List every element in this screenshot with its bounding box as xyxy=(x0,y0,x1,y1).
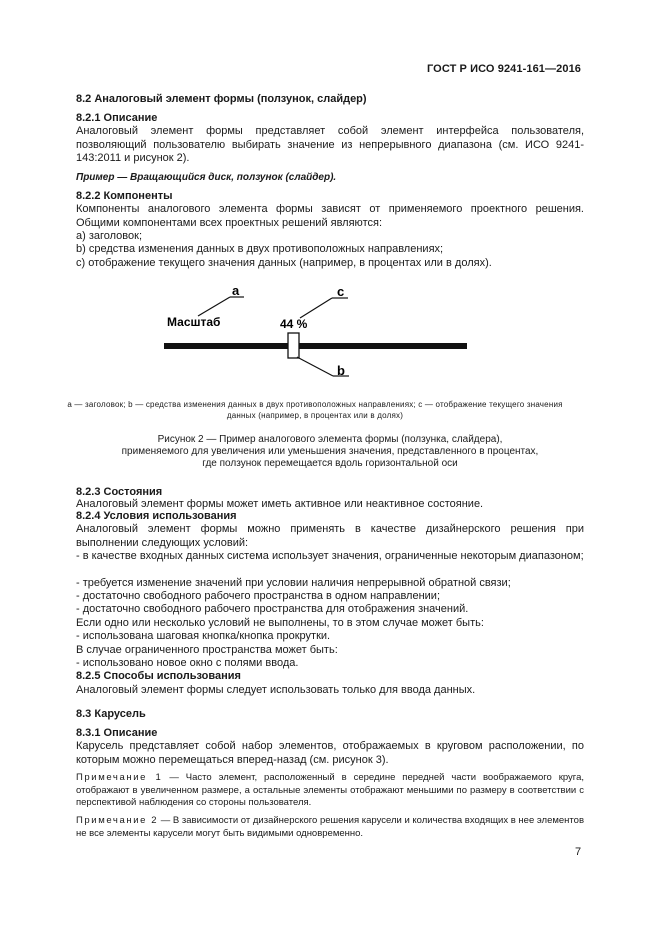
section-8-3-title: 8.3 Карусель xyxy=(76,708,146,720)
section-8-3-1-paragraph: Карусель представляет собой набор элементов, отображаемых в круговом расположении, по которым можно перемещаться вперед-назад (см. рисунок 3). xyxy=(76,740,584,766)
component-c: c) отображение текущего значения данных (например, в процентах или в долях). xyxy=(76,257,492,269)
example-text: Пример — Вращающийся диск, ползунок (слайдер). xyxy=(76,172,337,183)
note-1-text: — Часто элемент, расположенный в середине передней части воображаемого круга, отображают в увеличенном размере, а остальные элементы отображают меньшими по размеру в соответствии с перспективой наблюдения со стороны пользователя. xyxy=(76,772,584,808)
figure-caption-line-2: применяемого для увеличения или уменьшения значения, представленного в процентах, xyxy=(121,446,539,457)
note-1-label: Примечание 1 xyxy=(76,772,163,783)
section-8-2-4-title: 8.2.4 Условия использования xyxy=(76,510,237,522)
leader-line-c xyxy=(300,298,332,318)
section-8-2-5-paragraph: Аналоговый элемент формы следует использовать только для ввода данных. xyxy=(76,684,476,696)
figure-caption-line-3: где ползунок перемещается вдоль горизонтальной оси xyxy=(202,458,458,469)
section-8-2-2-paragraph: Компоненты аналогового элемента формы зависят от применяемого проектного решения. Общими компонентами всех проектных решений являются: xyxy=(76,203,584,229)
document-header: ГОСТ Р ИСО 9241-161—2016 xyxy=(426,63,581,75)
slider-thumb xyxy=(288,333,299,358)
note-2 xyxy=(76,815,584,840)
section-8-2-1-text: Аналоговый элемент формы представляет собой элемент интерфейса пользователя, позволяющий пользователю выбирать значение из непрерывного диапазона (см. ИСО 9241-143:2011 и рисунок 2). xyxy=(76,125,584,164)
condition-item-5: - использована шаговая кнопка/кнопка прокрутки. xyxy=(76,630,331,642)
section-8-2-5-title: 8.2.5 Способы использования xyxy=(76,670,241,682)
leader-line-a xyxy=(198,297,230,316)
condition-item-1: - в качестве входных данных система использует значения, ограниченные некоторым диапазоном; xyxy=(76,550,584,562)
figure-label-c: c xyxy=(337,284,345,299)
slider-title-label: Масштаб xyxy=(167,315,221,329)
figure-legend-line-1: a — заголовок; b — средства изменения данных в двух противоположных направлениях; c — отображение текущего значения xyxy=(67,400,563,409)
section-8-2-3-paragraph: Аналоговый элемент формы может иметь активное или неактивное состояние. xyxy=(76,498,484,510)
section-8-2-4-paragraph: Аналоговый элемент формы можно применять в качестве дизайнерского решения при выполнении следующих условий: xyxy=(76,523,584,549)
section-8-2-title: 8.2 Аналоговый элемент формы (ползунок, слайдер) xyxy=(76,93,367,105)
condition-item-2: - требуется изменение значений при условии наличия непрерывной обратной связи; xyxy=(76,577,511,589)
component-b: b) средства изменения данных в двух противоположных направлениях; xyxy=(76,243,444,255)
note-2-text: — В зависимости от дизайнерского решения карусели и количества входящих в нее элементов не все элементы карусели могут быть видимыми одновременно. xyxy=(76,815,584,839)
figure-legend-line-2: данных (например, в процентах или в долях) xyxy=(226,411,404,420)
leader-line-b xyxy=(297,357,333,376)
section-8-2-3-title: 8.2.3 Состояния xyxy=(76,486,163,498)
page-number: 7 xyxy=(575,846,582,858)
condition-item-6: - использовано новое окно с полями ввода. xyxy=(76,657,299,669)
section-8-2-2-title: 8.2.2 Компоненты xyxy=(76,190,173,202)
figure-caption-line-1: Рисунок 2 — Пример аналогового элемента формы (ползунка, слайдера), xyxy=(157,434,503,445)
slider-track xyxy=(164,343,467,349)
section-8-3-1-title: 8.3.1 Описание xyxy=(76,727,158,739)
section-8-2-4-paragraph-2: Если одно или несколько условий не выполнены, то в этом случае может быть: xyxy=(76,617,484,629)
figure-label-a: a xyxy=(232,283,240,298)
section-8-2-4-paragraph-3: В случае ограниченного пространства может быть: xyxy=(76,644,338,656)
condition-item-4: - достаточно свободного рабочего пространства для отображения значений. xyxy=(76,603,469,615)
note-2-label: Примечание 2 xyxy=(76,815,159,826)
note-1 xyxy=(76,772,584,810)
slider-value-label: 44 % xyxy=(280,317,308,331)
figure-label-b: b xyxy=(337,363,345,378)
condition-item-3: - достаточно свободного рабочего пространства в одном направлении; xyxy=(76,590,440,602)
section-8-2-1-title: 8.2.1 Описание xyxy=(76,112,158,124)
component-a: a) заголовок; xyxy=(76,230,143,242)
